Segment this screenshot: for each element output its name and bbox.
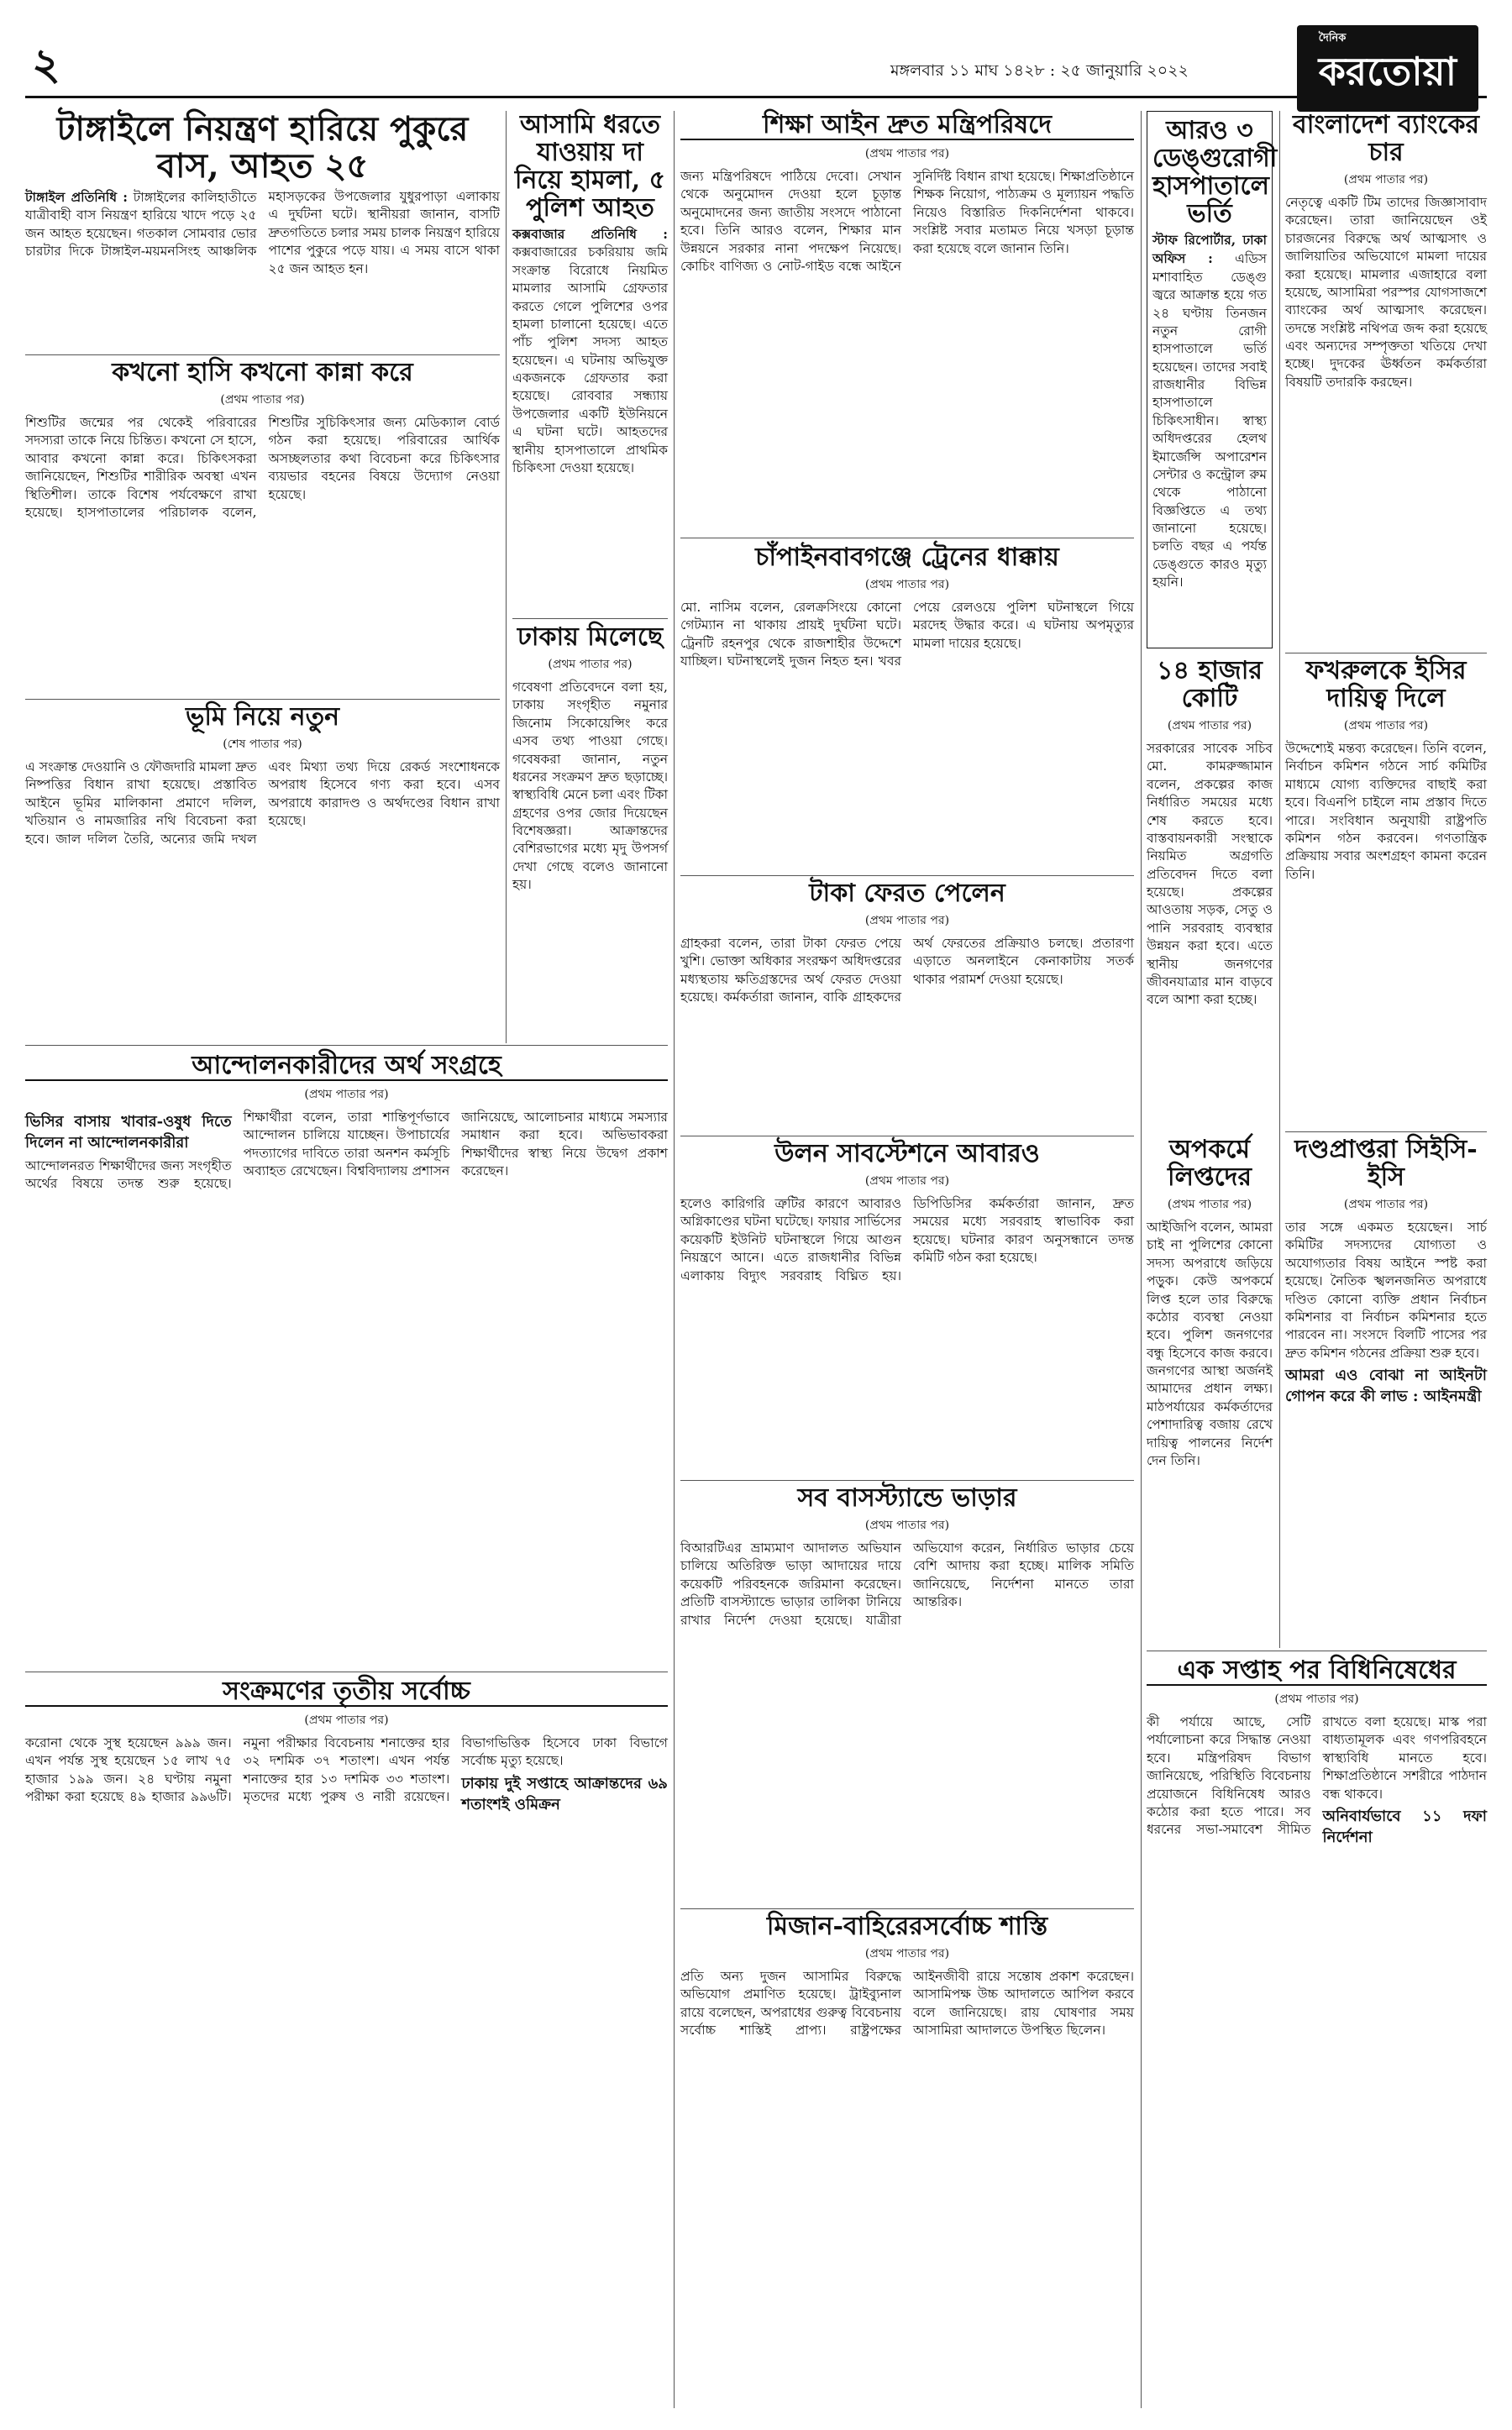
article-body	[1152, 231, 1272, 592]
article-taka	[680, 879, 1138, 1131]
article-andolon	[25, 1051, 672, 1665]
article-text: জন্য মন্ত্রিপরিষদে পাঠিয়ে দেবো। সেখান থেকে অনুমোদন দেওয়া হলে চূড়ান্ত অনুমোদনের জন্য জাতীয় সংসদে পাঠানো হবে। তিনি আরও বলেন, শিক্ষার মান উন্নয়নে সরকার নানা পদক্ষেপ নিয়েছে। কোচিং বাণিজ্য ও নোট-গাইড বন্ধে আইনে সুনির্দিষ্ট বিধান রাখা হয়েছে। শিক্ষাপ্রতিষ্ঠানে শিক্ষক নিয়োগ, পাঠ্যক্রম ও মূল্যায়ন পদ্ধতি নিয়েও বিস্তারিত দিকনির্দেশনা থাকবে। সংশ্লিষ্ট সবার মতামত নিয়ে খসড়া চূড়ান্ত করা হয়েছে বলে জানান তিনি।	[680, 169, 1138, 274]
article-text: নেতৃত্বে একটি টিম তাদের জিজ্ঞাসাবাদ করেছেন। তারা জানিয়েছেন ওই চারজনের বিরুদ্ধে অর্থ আত্মসাৎ ও জালিয়াতির অভিযোগে মামলা দায়ের করা হয়েছে। মামলার এজাহারে বলা হয়েছে, আসামিরা পরস্পর যোগসাজশে ব্যাংকের অর্থ আত্মসাৎ করেছেন। তদন্তে সংশ্লিষ্ট নথিপত্র জব্দ করা হয়েছে এবং অন্যদের সম্পৃক্ততা খতিয়ে দেখা হচ্ছে। দুদকের ঊর্ধ্বতন কর্মকর্তারা বিষয়টি তদারকি করছেন।	[1285, 195, 1491, 390]
column-rule	[506, 111, 507, 1043]
article-apokormo	[1147, 1135, 1277, 1644]
headline: উলন সাবস্টেশনে আবারও	[774, 1139, 1040, 1168]
headline: টাকা ফেরত পেলেন	[809, 879, 1005, 908]
article-text: তার সঙ্গে একমত হয়েছেন। সার্চ কমিটির সদস্যদের যোগ্যতা ও অযোগ্যতার বিষয় আইনে স্পষ্ট করা হয়েছে। নৈতিক স্খলনজনিত অপরাধে দণ্ডিত কোনো ব্যক্তি প্রধান নির্বাচন কমিশনার বা নির্বাচন কমিশনার হতে পারবেন না। সংসদে বিলটি পাসের পর দ্রুত কমিশন গঠনের প্রক্রিয়া শুরু হবে।	[1285, 1220, 1491, 1361]
headline: আরও ৩ ডেঙ্গুরোগী হাসপাতালে ভর্তি	[1152, 116, 1278, 228]
date-line: মঙ্গলবার ১১ মাঘ ১৪২৮ : ২৫ জানুয়ারি ২০২২	[890, 61, 1189, 80]
headline: অপকর্মে লিপ্তদের	[1168, 1135, 1252, 1192]
article-text: বিআরটিএর ভ্রাম্যমাণ আদালত অভিযান চালিয়ে অতিরিক্ত ভাড়া আদায়ের দায়ে কয়েকটি পরিবহনকে জরিমানা করেছেন। প্রতিটি বাসস্ট্যান্ডে ভাড়ার তালিকা টানিয়ে রাখার নির্দেশ দেওয়া হয়েছে। যাত্রীরা অভিযোগ করেন, নির্ধারিত ভাড়ার চেয়ে বেশি আদায় করা হচ্ছে। মালিক সমিতি জানিয়েছে, নির্দেশনা মানতে তারা আন্তরিক।	[680, 1540, 1138, 1628]
headline: ঢাকায় মিলেছে	[517, 622, 664, 652]
page-header	[25, 18, 1487, 98]
column-rule	[674, 111, 675, 2408]
headline: ফখরুলকে ইসির দায়িত্ব দিলে	[1305, 656, 1467, 713]
section-rule	[25, 1045, 668, 1046]
article-body	[1285, 1219, 1493, 1408]
article-bhumi	[25, 702, 504, 1039]
continued-note: (প্রথম পাতার পর)	[304, 1714, 389, 1727]
continued-note: (প্রথম পাতার পর)	[220, 393, 305, 407]
article-text: প্রতি অন্য দুজন আসামির বিরুদ্ধে অভিযোগ প্রমাণিত হয়েছে। ট্রাইব্যুনাল রায়ে বলেছেন, অপরাধের গুরুত্ব বিবেচনায় সর্বোচ্চ শাস্তিই প্রাপ্য। রাষ্ট্রপক্ষের আইনজীবী রায়ে সন্তোষ প্রকাশ করেছেন। আসামিপক্ষ উচ্চ আদালতে আপিল করবে বলে জানিয়েছে। রায় ঘোষণার সময় আসামিরা আদালতে উপস্থিত ছিলেন।	[680, 1969, 1138, 2039]
continued-note: (প্রথম পাতার পর)	[1274, 1693, 1359, 1706]
article-body	[25, 188, 504, 278]
headline: চাঁপাইনবাবগঞ্জে ট্রেনের ধাক্কায়	[755, 543, 1059, 572]
article-body	[25, 1735, 674, 1815]
article-text: কক্সবাজারের চকরিয়ায় জমি সংক্রান্ত বিরোধে নিয়মিত মামলার আসামি গ্রেফতার করতে গেলে পুলিশের ওপর হামলা চালানো হয়েছে। এতে পাঁচ পুলিশ সদস্য আহত হয়েছেন। এ ঘটনায় অভিযুক্ত একজনকে গ্রেফতার করা হয়েছে। রোববার সন্ধ্যায় উপজেলার একটি ইউনিয়নে এ ঘটনা ঘটে। আহতদের স্থানীয় হাসপাতালে প্রাথমিক চিকিৎসা দেওয়া হয়েছে।	[512, 244, 672, 475]
article-fokhrul	[1285, 656, 1491, 1127]
article-busstand	[680, 1483, 1138, 1904]
article-text: টাঙ্গাইলের কালিহাতীতে যাত্রীবাহী বাস নিয়ন্ত্রণ হারিয়ে খাদে পড়ে ২৫ জন আহত হয়েছেন। গতকাল সোমবার ভোর চারটার দিকে টাঙ্গাইল-ময়মনসিংহ আঞ্চলিক মহাসড়কের উপজেলার যুধুরপাড়া এলাকায় এ দুর্ঘটনা ঘটে। স্থানীয়রা জানান, বাসটি দ্রুতগতিতে চলার সময় চালক নিয়ন্ত্রণ হারিয়ে পাশের পুকুরে পড়ে যায়। এ সময় বাসে থাকা ২৫ জন আহত হন।	[25, 189, 504, 276]
section-rule	[680, 1908, 1134, 1909]
headline: শিক্ষা আইন দ্রুত মন্ত্রিপরিষদে	[680, 111, 1134, 140]
article-shiksha	[680, 110, 1138, 531]
subhead: অনিবার্যভাবে ১১ দফা নির্দেশনা	[1322, 1807, 1493, 1846]
byline: টাঙ্গাইল প্রতিনিধি :	[25, 189, 128, 205]
article-text: গ্রাহকরা বলেন, তারা টাকা ফেরত পেয়ে খুশি। ভোক্তা অধিকার সংরক্ষণ অধিদপ্তরের মধ্যস্থতায় ক্ষতিগ্রস্তদের অর্থ ফেরত দেওয়া হয়েছে। কর্মকর্তারা জানান, বাকি গ্রাহকদের অর্থ ফেরতের প্রক্রিয়াও চলছে। প্রতারণা এড়াতে অনলাইনে কেনাকাটায় সতর্ক থাকার পরামর্শ দেওয়া হয়েছে।	[680, 936, 1138, 1005]
headline: বাংলাদেশ ব্যাংকের চার	[1293, 110, 1479, 167]
headline: সব বাসস্ট্যান্ডে ভাড়ার	[797, 1483, 1017, 1513]
continued-note: (প্রথম পাতার পর)	[864, 1519, 950, 1532]
masthead-small: দৈনিক	[1318, 32, 1347, 45]
section-rule	[25, 699, 500, 700]
article-body	[1147, 1714, 1493, 1849]
article-body	[512, 225, 672, 477]
byline: কক্সবাজার প্রতিনিধি :	[512, 226, 668, 242]
section-rule	[680, 1480, 1134, 1481]
page-number: ২	[32, 39, 60, 90]
byline: স্টাফ রিপোর্টার, ঢাকা অফিস :	[1152, 232, 1272, 267]
article-text: হলেও কারিগরি ত্রুটির কারণে আবারও অগ্নিকাণ্ডের ঘটনা ঘটেছে। ফায়ার সার্ভিসের কয়েকটি ইউনিট ঘটনাস্থলে গিয়ে আগুন নিয়ন্ত্রণে আনে। এতে রাজধানীর বিভিন্ন এলাকায় বিদ্যুৎ সরবরাহ বিঘ্নিত হয়। ডিপিডিসির কর্মকর্তারা জানান, দ্রুত সময়ের মধ্যে সরবরাহ স্বাভাবিক করা হয়েছে। ঘটনার কারণ অনুসন্ধানে তদন্ত কমিটি গঠন করা হয়েছে।	[680, 1196, 1138, 1283]
article-text: শিশুটির জন্মের পর থেকেই পরিবারের সদস্যরা তাকে নিয়ে চিন্তিত। কখনো সে হাসে, আবার কখনো কান্না করে। চিকিৎসকরা জানিয়েছেন, শিশুটির শারীরিক অবস্থা এখন স্থিতিশীল। তাকে বিশেষ পর্যবেক্ষণে রাখা হয়েছে। হাসপাতালের পরিচালক বলেন, শিশুটির সুচিকিৎসার জন্য মেডিক্যাল বোর্ড গঠন করা হয়েছে। পরিবারের আর্থিক অসচ্ছলতার কথা বিবেচনা করে চিকিৎসার ব্যয়ভার বহনের বিষয়ে উদ্যোগ নেওয়া হয়েছে।	[25, 415, 504, 520]
article-kokhono	[25, 358, 504, 695]
subhead: ভিসির বাসায় খাবার-ওষুধ দিতে দিলেন না আন্দোলনকারীরা	[25, 1113, 237, 1152]
headline: মিজান-বাহিরেরসর্বোচ্চ শাস্তি	[766, 1912, 1048, 1941]
headline: আন্দোলনকারীদের অর্থ সংগ্রহে	[25, 1052, 668, 1081]
masthead-logo	[1297, 25, 1478, 112]
continued-note: (প্রথম পাতার পর)	[1167, 719, 1252, 732]
continued-note: (প্রথম পাতার পর)	[548, 658, 633, 671]
article-text: এডিস মশাবাহিত ডেঙ্গু জ্বরে আক্রান্ত হয়ে গত ২৪ ঘণ্টায় তিনজন নতুন রোগী হাসপাতালে ভর্তি হয়েছেন। তাদের সবাই রাজধানীর বিভিন্ন হাসপাতালে চিকিৎসাধীন। স্বাস্থ্য অধিদপ্তরের হেলথ ইমার্জেন্সি অপারেশন সেন্টার ও কন্ট্রোল রুম থেকে পাঠানো বিজ্ঞপ্তিতে এ তথ্য জানানো হয়েছে। চলতি বছর এ পর্যন্ত ডেঙ্গুতে কারও মৃত্যু হয়নি।	[1152, 251, 1271, 590]
section-rule	[25, 354, 500, 355]
headline: কখনো হাসি কখনো কান্না করে	[112, 358, 413, 387]
article-text: করোনা থেকে সুস্থ হয়েছেন ৯৯৯ জন। এখন পর্যন্ত সুস্থ হয়েছেন ১৫ লাখ ৭৫ হাজার ১৯৯ জন। ২৪ ঘণ্টায় নমুনা পরীক্ষা করা হয়েছে ৪৯ হাজার ৯৯৬টি। নমুনা পরীক্ষার বিবেচনায় শনাক্তের হার ৩২ দশমিক ৩৭ শতাংশ। এখন পর্যন্ত শনাক্তের হার ১৩ দশমিক ৩৩ শতাংশ। মৃতদের মধ্যে পুরুষ ও নারী রয়েছেন। বিভাগভিত্তিক হিসেবে ঢাকা বিভাগে সর্বোচ্চ মৃত্যু হয়েছে।	[25, 1735, 672, 1805]
continued-note: (প্রথম পাতার পর)	[864, 1174, 950, 1188]
article-ulon	[680, 1139, 1138, 1476]
headline: আসামি ধরতে যাওয়ায় দা নিয়ে হামলা, ৫ পুলিশ আহত	[514, 110, 666, 223]
article-hajar	[1147, 656, 1277, 1127]
article-asami	[512, 110, 672, 615]
continued-note: (প্রথম পাতার পর)	[864, 578, 950, 591]
article-text: গবেষণা প্রতিবেদনে বলা হয়, ঢাকায় সংগৃহীত নমুনার জিনোম সিকোয়েন্সিং করে এসব তথ্য পাওয়া গেছে। গবেষকরা জানান, নতুন ধরনের সংক্রমণ দ্রুত ছড়াচ্ছে। স্বাস্থ্যবিধি মেনে চলা এবং টিকা গ্রহণের ওপর জোর দিয়েছেন বিশেষজ্ঞরা। আক্রান্তদের বেশিরভাগের মধ্যে মৃদু উপসর্গ দেখা গেছে বলেও জানানো হয়।	[512, 680, 672, 893]
article-bangladesh-bank	[1285, 110, 1491, 648]
continued-note: (প্রথম পাতার পর)	[1343, 719, 1429, 732]
continued-note: (প্রথম পাতার পর)	[304, 1088, 389, 1101]
article-text: মো. নাসিম বলেন, রেলক্রসিংয়ে কোনো গেটম্যান না থাকায় প্রায়ই দুর্ঘটনা ঘটে। ট্রেনটি রহনপুর থেকে রাজশাহীর উদ্দেশে যাচ্ছিল। ঘটনাস্থলেই দুজন নিহত হন। খবর পেয়ে রেলওয়ে পুলিশ ঘটনাস্থলে গিয়ে মরদেহ উদ্ধার করে। এ ঘটনায় অপমৃত্যুর মামলা দায়ের হয়েছে।	[680, 600, 1138, 669]
headline: ১৪ হাজার কোটি	[1157, 656, 1263, 713]
continued-note: (শেষ পাতার পর)	[223, 737, 302, 751]
headline: এক সপ্তাহ পর বিধিনিষেধের	[1147, 1656, 1487, 1686]
article-ek-soptah	[1147, 1656, 1493, 2408]
article-tangail	[25, 109, 504, 350]
headline: টাঙ্গাইলে নিয়ন্ত্রণ হারিয়ে পুকুরে বাস, আহত ২৫	[56, 109, 469, 186]
column-rule	[1141, 111, 1142, 2408]
section-rule	[1285, 1131, 1487, 1132]
newspaper-page	[25, 18, 1493, 2412]
article-dengue	[1147, 111, 1278, 648]
article-dondoprapto	[1285, 1135, 1493, 1644]
section-rule	[512, 618, 668, 619]
continued-note: (প্রথম পাতার পর)	[1167, 1198, 1252, 1211]
column-rule	[1279, 111, 1280, 1648]
section-rule	[680, 875, 1134, 876]
continued-note: (প্রথম পাতার পর)	[864, 147, 950, 160]
headline: দণ্ডপ্রাপ্তরা সিইসি-ইসি	[1294, 1135, 1478, 1192]
article-dhakay	[512, 622, 672, 1039]
article-text: উদ্দেশ্যেই মন্তব্য করেছেন। তিনি বলেন, নির্বাচন কমিশন গঠনে সার্চ কমিটির মাধ্যমে যোগ্য ব্যক্তিদের বাছাই করা হবে। বিএনপি চাইলে নাম প্রস্তাব দিতে পারে। সংবিধান অনুযায়ী রাষ্ট্রপতি কমিশন গঠন করবেন। গণতান্ত্রিক প্রক্রিয়ায় সবার অংশগ্রহণ কামনা করেন তিনি।	[1285, 741, 1491, 882]
continued-note: (প্রথম পাতার পর)	[864, 914, 950, 927]
article-mizan	[680, 1912, 1138, 2408]
headline: ভূমি নিয়ে নতুন	[185, 702, 340, 732]
headline: সংক্রমণের তৃতীয় সর্বোচ্চ	[25, 1677, 668, 1707]
article-body	[25, 1109, 672, 1193]
article-text: কী পর্যায়ে আছে, সেটি পর্যালোচনা করে সিদ্ধান্ত নেওয়া হবে। মন্ত্রিপরিষদ বিভাগ জানিয়েছে, পরিস্থিতি বিবেচনায় প্রয়োজনে বিধিনিষেধ আরও কঠোর করা হতে পারে। সব ধরনের সভা-সমাবেশ সীমিত রাখতে বলা হয়েছে। মাস্ক পরা বাধ্যতামূলক এবং গণপরিবহনে স্বাস্থ্যবিধি মানতে হবে। শিক্ষাপ্রতিষ্ঠানে সশরীরে পাঠদান বন্ধ থাকবে।	[1147, 1714, 1491, 1838]
subhead: ঢাকায় দুই সপ্তাহে আক্রান্তদের ৬৯ শতাংশই ওমিক্রন	[461, 1774, 674, 1813]
article-text: আন্দোলনরত শিক্ষার্থীদের জন্য সংগৃহীত অর্থের বিষয়ে তদন্ত শুরু হয়েছে। শিক্ষার্থীরা বলেন, তারা শান্তিপূর্ণভাবে আন্দোলন চালিয়ে যাচ্ছেন। উপাচার্যের পদত্যাগের দাবিতে তারা অনশন কর্মসূচি অব্যাহত রেখেছেন। বিশ্ববিদ্যালয় প্রশাসন জানিয়েছে, আলোচনার মাধ্যমে সমস্যার সমাধান করা হবে। অভিভাবকরা শিক্ষার্থীদের স্বাস্থ্য নিয়ে উদ্বেগ প্রকাশ করেছেন।	[25, 1110, 672, 1192]
masthead-name: করতোয়া	[1318, 49, 1457, 94]
article-text: আইজিপি বলেন, আমরা চাই না পুলিশের কোনো সদস্য অপরাধে জড়িয়ে পড়ুক। কেউ অপকর্মে লিপ্ত হলে তার বিরুদ্ধে কঠোর ব্যবস্থা নেওয়া হবে। পুলিশ জনগণের বন্ধু হিসেবে কাজ করবে। জনগণের আস্থা অর্জনই আমাদের প্রধান লক্ষ্য। মাঠপর্যায়ের কর্মকর্তাদের পেশাদারিত্ব বজায় রেখে দায়িত্ব পালনের নির্দেশ দেন তিনি।	[1147, 1220, 1277, 1468]
article-shongkromon	[25, 1677, 674, 2408]
subhead: আমরা এও বোঝা না আইনটা গোপন করে কী লাভ : আইনমন্ত্রী	[1285, 1367, 1493, 1405]
continued-note: (প্রথম পাতার পর)	[1343, 1198, 1429, 1211]
continued-note: (প্রথম পাতার পর)	[864, 1947, 950, 1960]
article-text: এ সংক্রান্ত দেওয়ানি ও ফৌজদারি মামলা দ্রুত নিষ্পত্তির বিধান রাখা হয়েছে। প্রস্তাবিত আইনে ভূমির মালিকানা প্রমাণে দলিল, খতিয়ান ও নামজারির নথি বিবেচনা করা হবে। জাল দলিল তৈরি, অন্যের জমি দখল এবং মিথ্যা তথ্য দিয়ে রেকর্ড সংশোধনকে অপরাধ হিসেবে গণ্য করা হবে। এসব অপরাধে কারাদণ্ড ও অর্থদণ্ডের বিধান রাখা হয়েছে।	[25, 759, 504, 847]
article-chapai	[680, 543, 1138, 871]
continued-note: (প্রথম পাতার পর)	[1343, 173, 1429, 186]
article-text: সরকারের সাবেক সচিব মো. কামরুজ্জামান বলেন, প্রকল্পের কাজ নির্ধারিত সময়ের মধ্যে শেষ করতে হবে। বাস্তবায়নকারী সংস্থাকে নিয়মিত অগ্রগতি প্রতিবেদন দিতে বলা হয়েছে। প্রকল্পের আওতায় সড়ক, সেতু ও পানি সরবরাহ ব্যবস্থার উন্নয়ন করা হবে। এতে স্থানীয় জনগণের জীবনযাত্রার মান বাড়বে বলে আশা করা হচ্ছে।	[1147, 741, 1277, 1008]
